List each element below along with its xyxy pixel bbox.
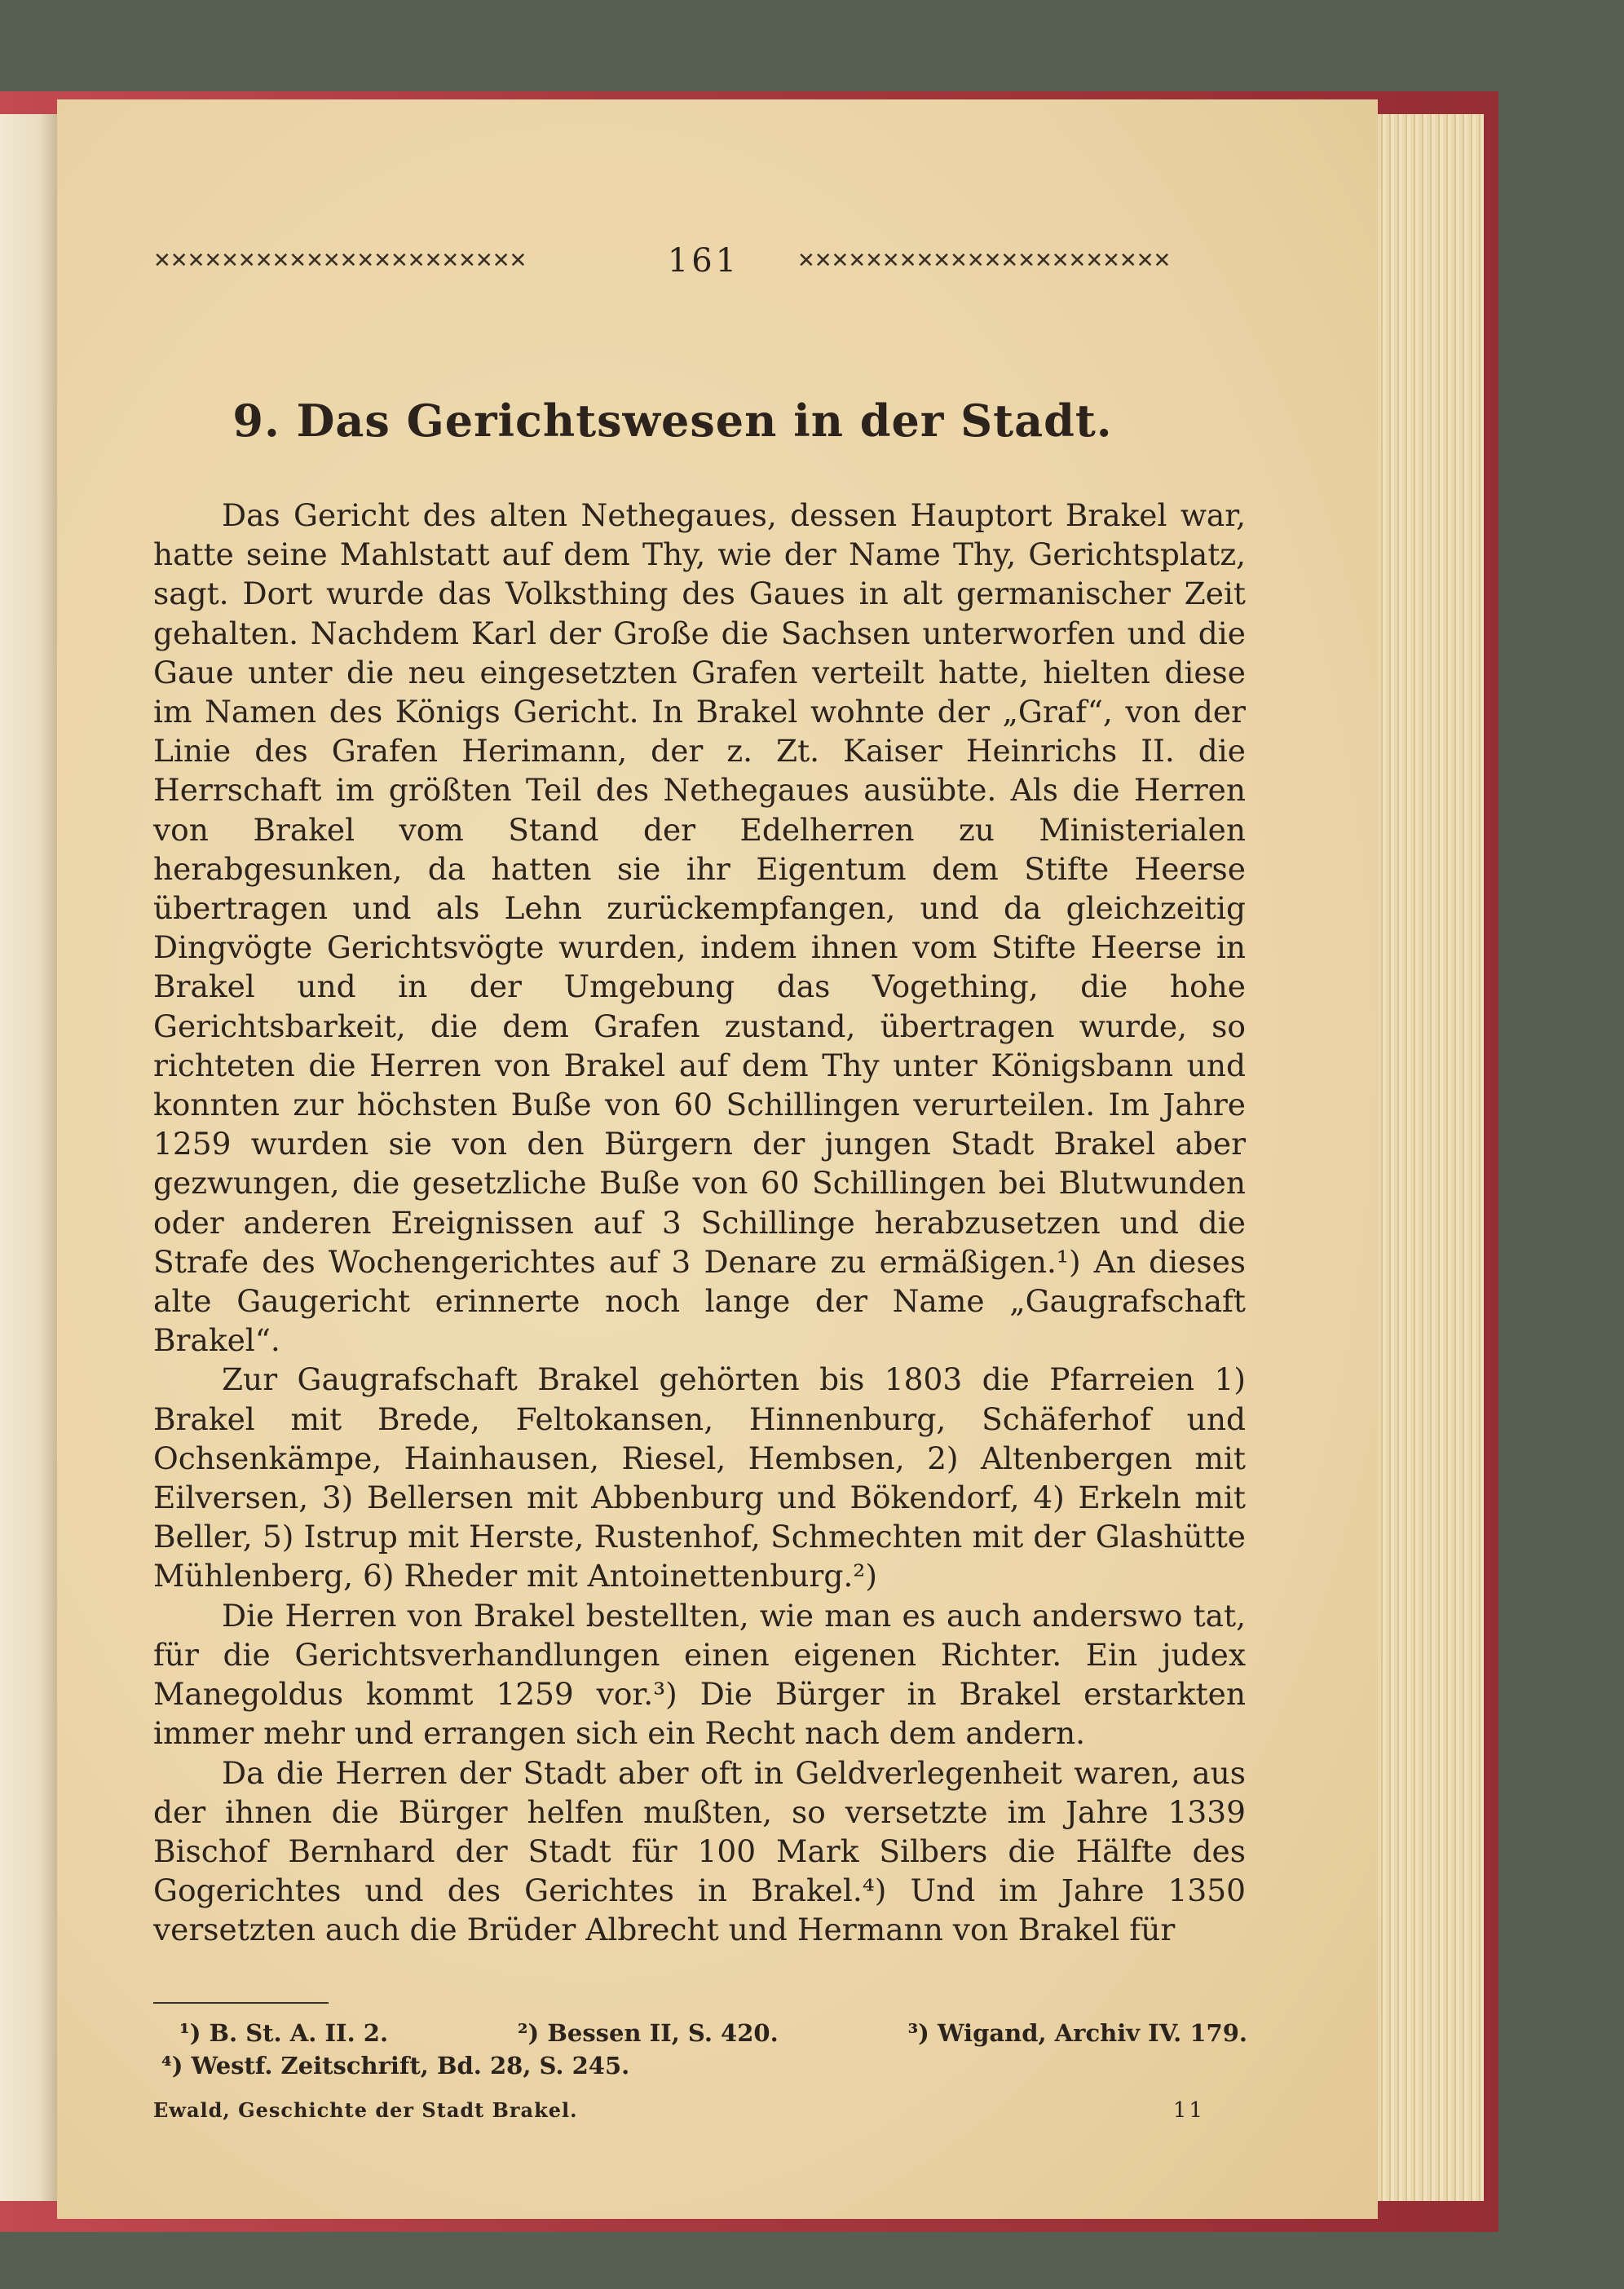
footnote-row (179, 2017, 1247, 2049)
book-title-footer: Ewald, Geschichte der Stadt Brakel. (153, 2098, 578, 2122)
paragraph: Das Gericht des alten Nethegaues, dessen Hauptort Brakel war, hatte seine Mahlstatt auf dem Thy, wie der Name Thy, Gerichtsplatz, sagt. Dort wurde das Volksthing des Gaues in alt germanischer Zeit gehalten. Nachdem Karl der Große die Sachsen unterworfen und die Gaue unter die neu eingesetzten Grafen verteilt hatte, hielten diese im Namen des Königs Gericht. In Brakel wohnte der „Graf“, von der Linie des Grafen Herimann, der z. Zt. Kaiser Heinrichs II. die Herrschaft im größten Teil des Nethegaues ausübte. Als die Herren von Brakel vom Stand der Edelherren zu Ministerialen herabgesunken, da hatten sie ihr Eigentum dem Stifte Heerse übertragen und als Lehn zurückempfangen, und da gleichzeitig Dingvögte Gerichtsvögte wurden, indem ihnen vom Stifte Heerse in Brakel und in der Umgebung das Vogething, die hohe Gerichtsbarkeit, die dem Grafen zustand, übertragen wurde, so richteten die Herren von Brakel auf dem Thy unter Königsbann und konnten zur höchsten Buße von 60 Schillingen verurteilen. Im Jahre 1259 wurden sie von den Bürgern der jungen Stadt Brakel aber gezwungen, die gesetzliche Buße von 60 Schillingen bei Blutwunden oder anderen Ereignissen auf 3 Schillinge herabzusetzen und die Strafe des Wochengerichtes auf 3 Denare zu ermäßigen.¹) An dieses alte Gaugericht erinnerte noch lange der Name „Gaugrafschaft Brakel“. (153, 497, 1246, 1359)
footnotes (161, 2017, 1247, 2082)
book-page (57, 99, 1378, 2219)
paragraph: Zur Gaugrafschaft Brakel gehörten bis 1803 die Pfarreien 1) Brakel mit Brede, Feltokansen, Hinnenburg, Schäferhof und Ochsenkämpe, Hainhausen, Riesel, Hembsen, 2) Altenbergen mit Eilversen, 3) Bellersen mit Abbenburg und Bökendorf, 4) Erkeln mit Beller, 5) Istrup mit Herste, Rustenhof, Schmechten mit der Glashütte Mühlenberg, 6) Rheder mit Antoinettenburg.²) (153, 1361, 1246, 1594)
body-text (153, 496, 1246, 1950)
running-header (153, 236, 1254, 285)
footnote-divider (153, 2002, 329, 2004)
signature-mark: 11 (1172, 2098, 1205, 2123)
page-footer (153, 2098, 1205, 2123)
paragraph: Die Herren von Brakel bestellten, wie man es auch anderswo tat, für die Gerichtsverhandlungen einen eigenen Richter. Ein judex Manegoldus kommt 1259 vor.³) Die Bürger in Brakel erstarkten immer mehr und errangen sich ein Recht nach dem andern. (153, 1597, 1246, 1752)
page-number: 161 (667, 242, 740, 280)
paragraph: Da die Herren der Stadt aber oft in Geldverlegenheit waren, aus der ihnen die Bürger helfen mußten, so versetzte im Jahre 1339 Bischof Bernhard der Stadt für 100 Mark Silbers die Hälfte des Gogerichtes und des Gerichtes in Brakel.⁴) Und im Jahre 1350 versetzten auch die Brüder Albrecht und Hermann von Brakel für (153, 1754, 1246, 1948)
footnote-4: ⁴) Westf. Zeitschrift, Bd. 28, S. 245. (161, 2052, 630, 2080)
footnote-3: ³) Wigand, Archiv IV. 179. (907, 2019, 1247, 2047)
header-ornament-right: ✕✕✕✕✕✕✕✕✕✕✕✕✕✕✕✕✕✕✕✕✕✕ (797, 249, 1171, 273)
left-page-edge (0, 114, 57, 2201)
header-ornament-left: ✕✕✕✕✕✕✕✕✕✕✕✕✕✕✕✕✕✕✕✕✕✕ (153, 249, 527, 273)
footnote-1: ¹) B. St. A. II. 2. (179, 2019, 389, 2047)
chapter-title: 9. Das Gerichtswesen in der Stadt. (232, 395, 1113, 447)
footnote-2: ²) Bessen II, S. 420. (517, 2019, 779, 2047)
